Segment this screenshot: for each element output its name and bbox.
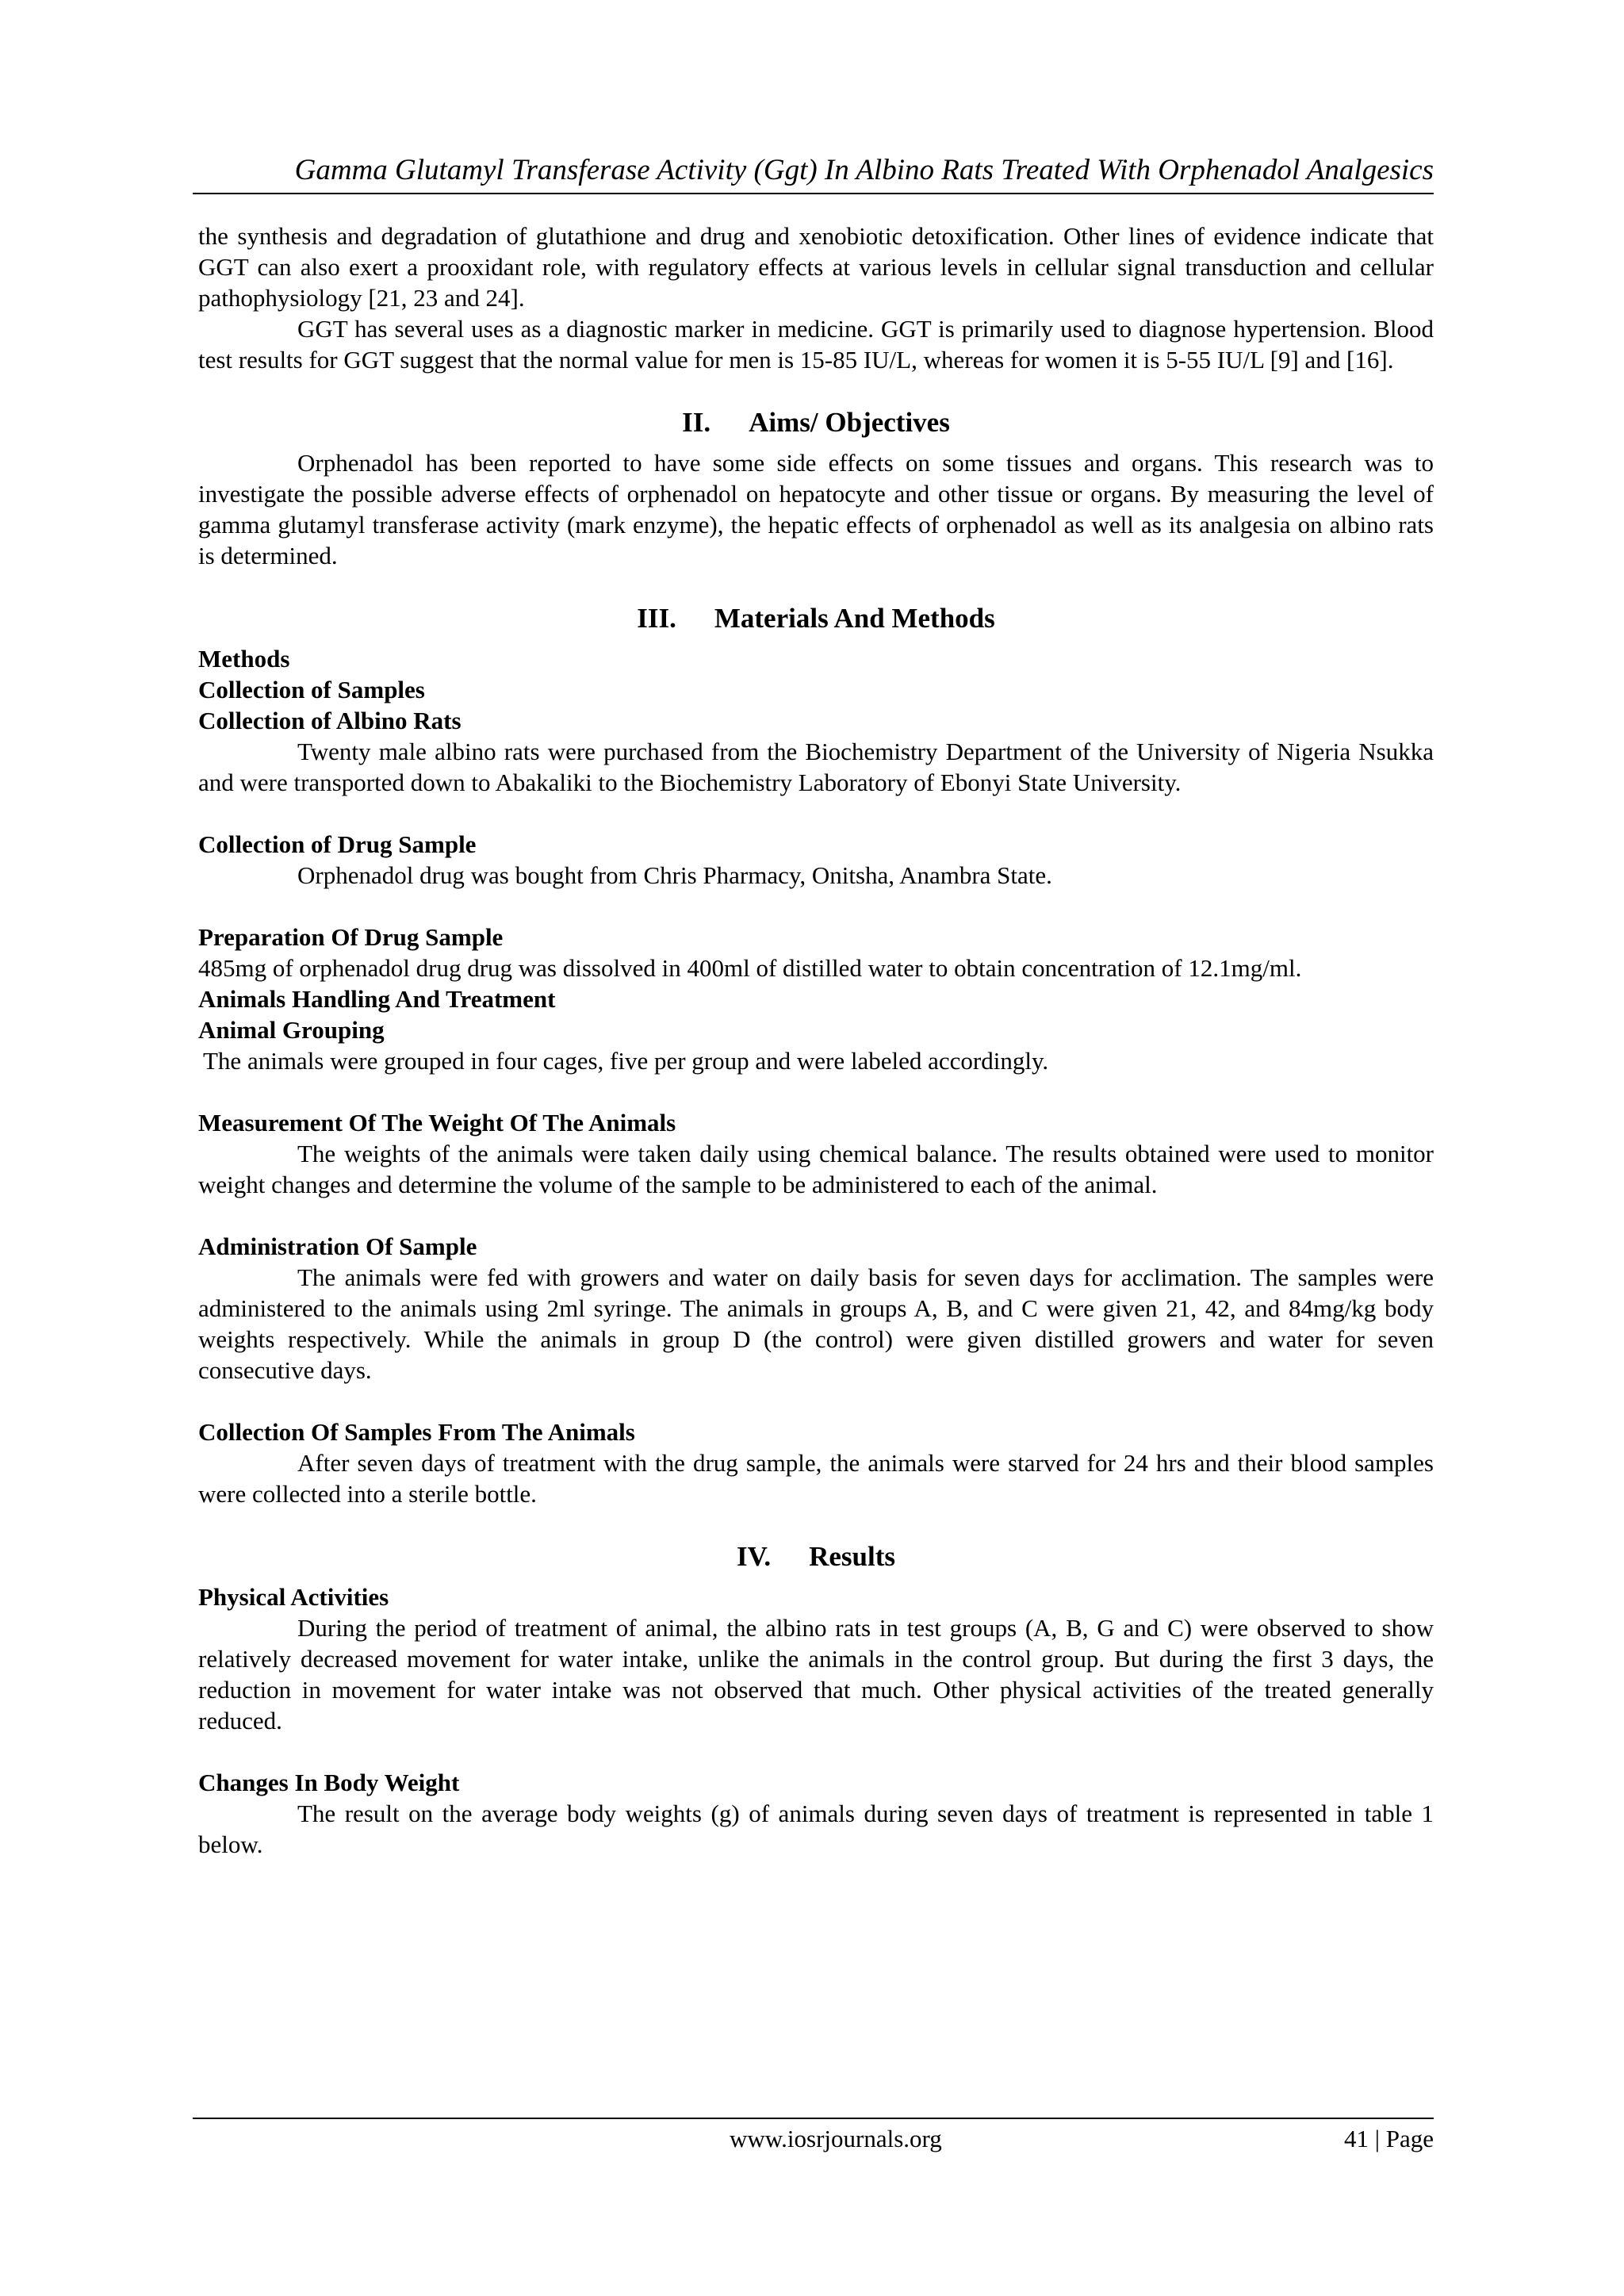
- paragraph-weight: The weights of the animals were taken daily using chemical balance. The results obtained were used to monitor weight changes and determine the volume of the sample to be administered to each of the animal.: [198, 1140, 1434, 1198]
- paragraph-body-weight: The result on the average body weights (g) of animals during seven days of treatment is represented in table 1 below.: [198, 1800, 1434, 1858]
- subheading-handling: Animals Handling And Treatment: [198, 985, 556, 1013]
- page-body: [198, 220, 1434, 1860]
- section-heading-results: [198, 1540, 1434, 1573]
- paragraph-grouping: The animals were grouped in four cages, five per group and were labeled accordingly.: [203, 1047, 1049, 1075]
- subheading-physical: Physical Activities: [198, 1583, 389, 1611]
- subheading-drug-sample: Collection of Drug Sample: [198, 830, 477, 858]
- intro-paragraph: GGT has several uses as a diagnostic marker in medicine. GGT is primarily used to diagnose hypertension. Blood test results for GGT suggest that the normal value for men is 15-85 IU/L, whereas for women it is 5-55 IU/L [9] and [16].: [198, 315, 1434, 374]
- subheading-methods: Methods: [198, 645, 290, 673]
- section-number: III.: [637, 603, 676, 634]
- paragraph-drug-sample: Orphenadol drug was bought from Chris Pharmacy, Onitsha, Anambra State.: [297, 861, 1052, 889]
- paragraph-rats: Twenty male albino rats were purchased from the Biochemistry Department of the University of Nigeria Nsukka and were transported down to Abakaliki to the Biochemistry Laboratory of Ebonyi State University.: [198, 738, 1434, 796]
- page-number: 41 | Page: [1344, 2125, 1434, 2152]
- subheading-preparation: Preparation Of Drug Sample: [198, 923, 504, 951]
- intro-paragraph: the synthesis and degradation of glutathione and drug and xenobiotic detoxification. Other lines of evidence indicate that GGT can also exert a prooxidant role, with regulatory effects at various levels in cellular signal transduction and cellular pathophysiology [21, 23 and 24].: [198, 222, 1434, 312]
- section-title: Materials And Methods: [714, 603, 995, 634]
- subheading-grouping: Animal Grouping: [198, 1016, 385, 1044]
- running-header: Gamma Glutamyl Transferase Activity (Ggt) In Albino Rats Treated With Orphenadol Analgesics: [294, 154, 1434, 186]
- header-rule: [193, 193, 1434, 194]
- subheading-collection-animals: Collection Of Samples From The Animals: [198, 1418, 635, 1446]
- paragraph-administration: The animals were fed with growers and water on daily basis for seven days for acclimation. The samples were administered to the animals using 2ml syringe. The animals in groups A, B, and C were given 21, 42, and 84mg/kg body weights respectively. While the animals in group D (the control) were given distilled growers and water for seven consecutive days.: [198, 1263, 1434, 1384]
- subheading-body-weight: Changes In Body Weight: [198, 1769, 460, 1796]
- section-heading-materials: [198, 602, 1434, 635]
- footer-rule: [193, 2118, 1434, 2119]
- section-title: Results: [809, 1541, 896, 1572]
- subheading-collection-rats: Collection of Albino Rats: [198, 707, 462, 734]
- section-number: II.: [682, 407, 711, 438]
- aims-paragraph: Orphenadol has been reported to have some side effects on some tissues and organs. This research was to investigate the possible adverse effects of orphenadol on hepatocyte and other tissue or organs. By measuring the level of gamma glutamyl transferase activity (mark enzyme), the hepatic effects of orphenadol as well as its analgesia on albino rats is determined.: [198, 449, 1434, 569]
- subheading-collection-samples: Collection of Samples: [198, 676, 425, 703]
- paragraph-preparation: 485mg of orphenadol drug drug was dissolved in 400ml of distilled water to obtain concentration of 12.1mg/ml.: [198, 954, 1302, 982]
- paragraph-collection-animals: After seven days of treatment with the drug sample, the animals were starved for 24 hrs and their blood samples were collected into a sterile bottle.: [198, 1449, 1434, 1508]
- section-number: IV.: [736, 1541, 772, 1572]
- subheading-weight: Measurement Of The Weight Of The Animals: [198, 1109, 676, 1137]
- section-heading-aims: [198, 406, 1434, 439]
- paragraph-physical: During the period of treatment of animal, the albino rats in test groups (A, B, G and C) were observed to show relatively decreased movement for water intake, unlike the animals in the control group. But during the first 3 days, the reduction in movement for water intake was not observed that much. Other physical activities of the treated generally reduced.: [198, 1614, 1434, 1734]
- section-title: Aims/ Objectives: [749, 407, 950, 438]
- subheading-administration: Administration Of Sample: [198, 1232, 477, 1260]
- journal-url: www.iosrjournals.org: [730, 2125, 942, 2152]
